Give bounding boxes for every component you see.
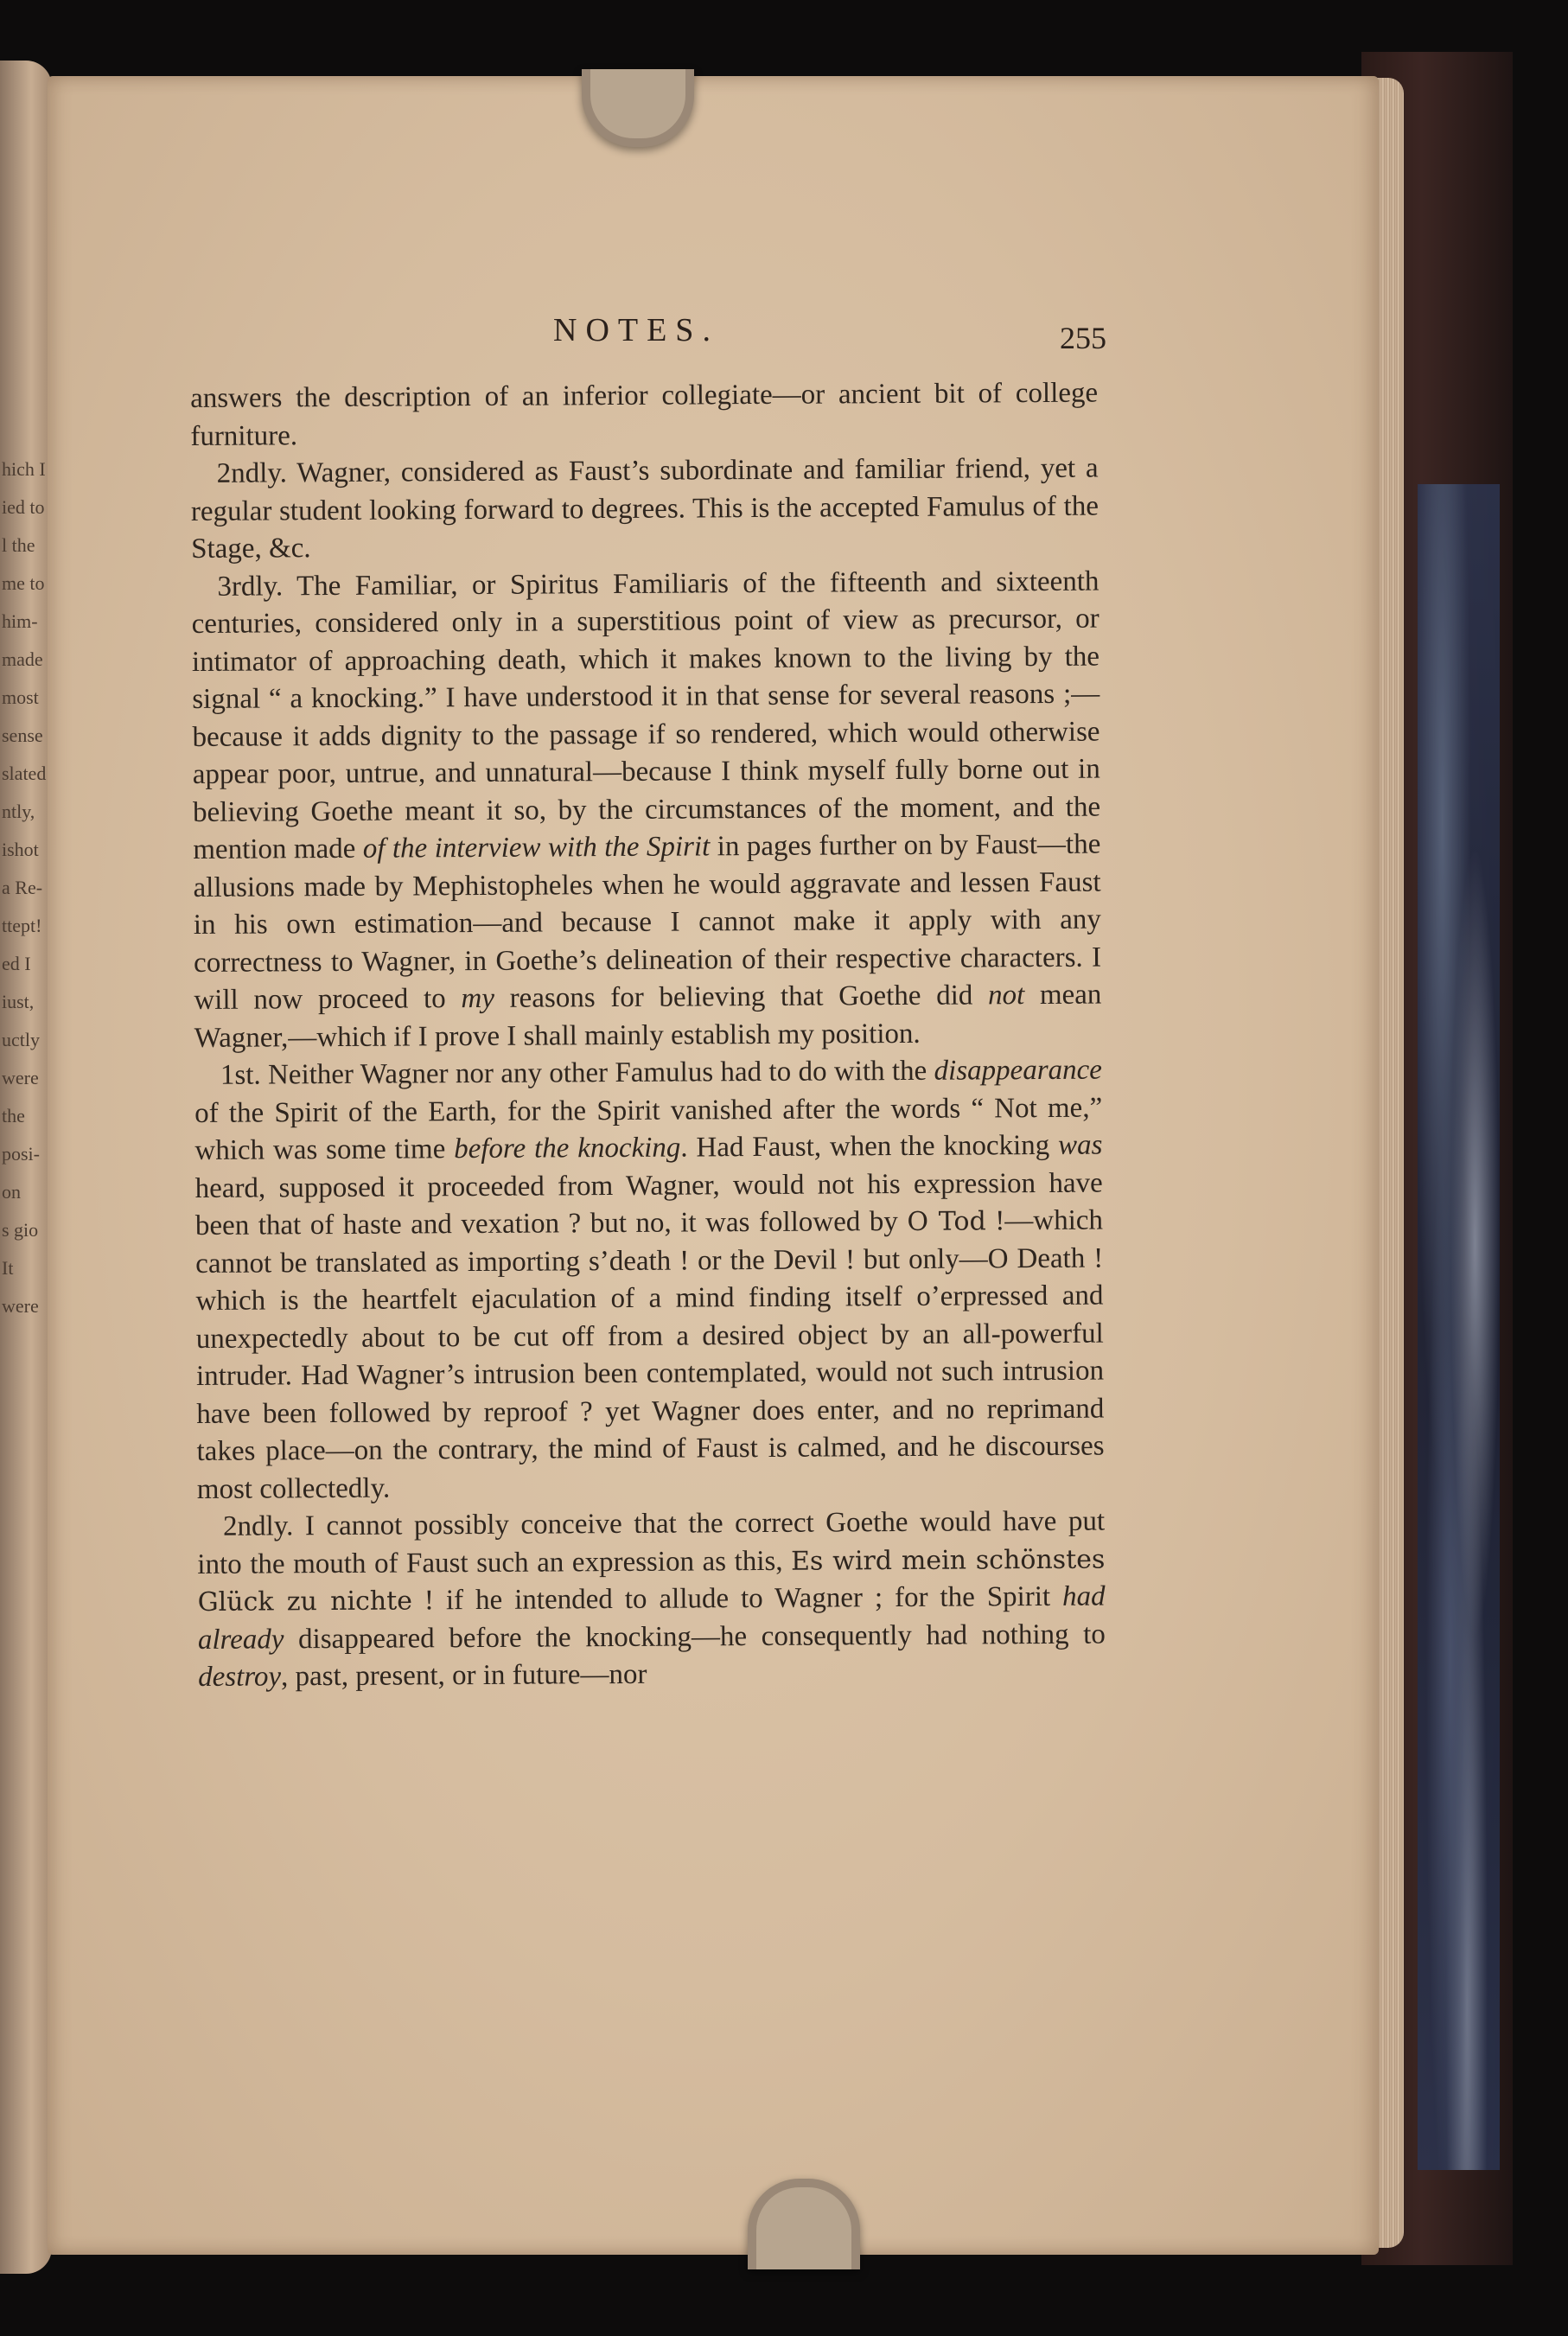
page-number: 255	[1060, 321, 1106, 355]
facing-page-fragment: a Re-	[2, 877, 43, 898]
italic-run: of the interview with the Spirit	[362, 831, 711, 865]
german-run: O Tod	[907, 1206, 986, 1237]
text-run: disappeared before the knocking—he consequently had nothing to	[284, 1618, 1106, 1655]
facing-page-fragment: me to	[2, 572, 45, 594]
italic-run: was	[1057, 1129, 1103, 1161]
text-run: 2ndly. Wagner, considered as Faust’s subordinate and familiar friend, yet a regular student looking forward to degrees. This is the accepted Famulus of the Stage, &c.	[190, 452, 1100, 565]
facing-page-fragment: uctly	[2, 1029, 40, 1050]
text-run: ! if he intended to allude to Wagner ; for the Spirit	[411, 1580, 1063, 1617]
facing-page-fragment: sense	[2, 724, 43, 746]
page-clip-bottom	[748, 2179, 860, 2269]
page-header	[553, 311, 1106, 363]
facing-page-fragment: ed I	[2, 953, 31, 974]
facing-page-edge	[0, 61, 52, 2274]
german-run: Es wird mein schönstes Glück zu nichte	[197, 1544, 1106, 1618]
text-run: 1st. Neither Wagner nor any other Famulus had to do with the	[220, 1055, 934, 1091]
text-run: , past, present, or in future—nor	[280, 1658, 647, 1693]
facing-page-fragment: posi-	[2, 1143, 40, 1165]
italic-run: disappearance	[934, 1054, 1103, 1087]
paragraph	[194, 1052, 1105, 1509]
text-run: !—which cannot be translated as importing s’death ! or the Devil ! but only—O Death ! which is the heartfelt ejaculation of a mind finding itself o’erpressed and unexpectedly about to be cut off from a desired object by an all-powerful intruder. Had Wagner’s intrusion been contemplated, would not such intrusion have been followed by reproof ? yet Wagner does enter, and no reprimand takes place—on the contrary, the mind of Faust is calmed, and he discourses most collectedly.	[195, 1204, 1105, 1505]
text-run: mean Wagner,—which if I prove I shall mainly establish my position.	[194, 979, 1102, 1054]
text-run: heard, supposed it proceeded from Wagner, would not his expression have been that of haste and vexation ? but no, it was followed by	[194, 1167, 1103, 1241]
text-run: 2ndly. I cannot possibly conceive that the correct Goethe would have put into the mouth of Faust such an expression as this,	[197, 1505, 1106, 1580]
text-run: of the Spirit of the Earth, for the Spirit vanished after the words “ Not me,” which was some time	[194, 1092, 1103, 1166]
facing-page-fragment: l the	[2, 534, 35, 556]
facing-page-fragment: ied to	[2, 496, 45, 518]
facing-page-fragment: It	[2, 1257, 14, 1279]
facing-page-fragment: him-	[2, 610, 38, 632]
facing-page-fragment: the	[2, 1105, 25, 1127]
paragraph	[197, 1503, 1106, 1697]
text-run: answers the description of an inferior collegiate—or ancient bit of college furniture.	[190, 377, 1099, 452]
text-run: reasons for believing that Goethe did	[494, 980, 989, 1014]
facing-page-fragment: ttept!	[2, 915, 42, 936]
facing-page-fragment: were	[2, 1295, 39, 1317]
italic-run: destroy	[198, 1661, 282, 1693]
facing-page-fragment: hich I	[2, 458, 46, 480]
italic-run: not	[987, 980, 1025, 1012]
facing-page-fragment: ntly,	[2, 801, 35, 822]
paragraph	[190, 375, 1099, 456]
facing-page-fragment: made	[2, 648, 43, 670]
marbled-endpaper	[1418, 484, 1500, 2170]
italic-run: had already	[197, 1580, 1106, 1656]
facing-page-fragment: most	[2, 686, 39, 708]
text-run: . Had Faust, when the knocking	[680, 1129, 1059, 1164]
facing-page-fragment: iust,	[2, 991, 35, 1012]
facing-page-fragment: on	[2, 1181, 21, 1203]
body-text	[190, 375, 1106, 1697]
text-run: in pages further on by Faust—the allusions made by Mephistopheles when he would aggravate and lessen Faust in his own estimation—and because I cannot make it apply with any correctness to Wagner, in Goethe’s delineation of their respective characters. I will now proceed to	[193, 828, 1102, 1016]
paragraph	[191, 450, 1100, 569]
facing-page-fragment: slated	[2, 763, 47, 784]
facing-page-fragment: ishot	[2, 839, 39, 860]
facing-page-fragment: s gio	[2, 1219, 39, 1241]
text-run: 3rdly. The Familiar, or Spiritus Familiaris of the fifteenth and sixteenth centuries, considered only in a superstitious point of view as precursor, or intimator of approaching death, which it makes known to the living by the signal “ a knocking.” I have understood it in that sense for several reasons ;—because it adds dignity to the passage if so rendered, which would otherwise appear poor, untrue, and unnatural—because I think myself fully borne out in believing Goethe meant it so, by the circumstances of the moment, and the mention made	[191, 565, 1101, 865]
italic-run: before the knocking	[454, 1132, 681, 1165]
italic-run: my	[461, 982, 495, 1015]
running-title: NOTES.	[553, 312, 719, 348]
paragraph	[191, 563, 1101, 1057]
facing-page-fragment: were	[2, 1067, 39, 1088]
